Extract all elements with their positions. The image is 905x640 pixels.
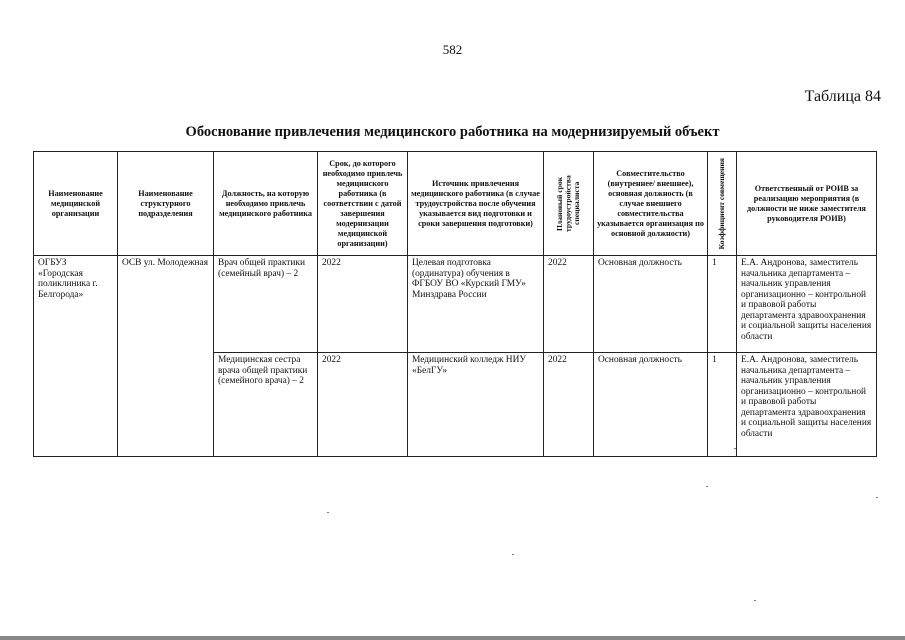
cell-coefficient: 1 (708, 353, 737, 457)
table-label: Таблица 84 (804, 88, 881, 105)
table-row (34, 256, 877, 353)
cell-source: Целевая подготовка (ординатура) обучения в ФГБОУ ВО «Курский ГМУ» Минздрава России (408, 256, 544, 353)
col-header-planned-term-text: Плановый срок трудоустройства специалиста (554, 175, 581, 232)
scan-speck (512, 554, 514, 555)
scan-speck (706, 486, 708, 487)
cell-planned-term: 2022 (544, 256, 594, 353)
cell-source: Медицинский колледж НИУ «БелГУ» (408, 353, 544, 457)
col-header-coefficient-text: Коэффициент совмещения (716, 157, 726, 250)
col-header-responsible: Ответственный от РОИВ за реализацию мероприятия (в должности не ниже заместителя руководителя РОИВ) (737, 152, 877, 256)
cell-position: Медицинская сестра врача общей практики (семейного врача) – 2 (214, 353, 318, 457)
col-header-coefficient (708, 152, 737, 256)
cell-coefficient: 1 (708, 256, 737, 353)
scan-speck (876, 497, 878, 498)
col-header-source: Источник привлечения медицинского работника (в случае трудоустройства после обучения указывается вид подготовки и сроки завершения подготовки) (408, 152, 544, 256)
scan-speck (734, 448, 736, 449)
cell-planned-term: 2022 (544, 353, 594, 457)
scan-speck (327, 512, 329, 513)
page-number: 582 (442, 42, 463, 57)
scan-speck (754, 600, 756, 601)
document-title: Обоснование привлечения медицинского работника на модернизируемый объект (185, 124, 720, 140)
cell-position: Врач общей практики (семейный врач) – 2 (214, 256, 318, 353)
col-header-planned-term (544, 152, 594, 256)
cell-combination: Основная должность (594, 256, 708, 353)
cell-deadline: 2022 (318, 256, 408, 353)
cell-organization: ОГБУЗ «Городская поликлиника г. Белгорода» (34, 256, 118, 457)
col-header-position: Должность, на которую необходимо привлечь медицинского работника (214, 152, 318, 256)
cell-combination: Основная должность (594, 353, 708, 457)
col-header-organization: Наименование медицинской организации (34, 152, 118, 256)
cell-responsible: Е.А. Андронова, заместитель начальника департамента – начальник управления организационно – контрольной и правовой работы департамента здравоохранения и социальной защиты населения области (737, 256, 877, 353)
col-header-deadline: Срок, до которого необходимо привлечь медицинского работника (в соответствии с датой завершения модернизации медицинской организации) (318, 152, 408, 256)
cell-responsible: Е.А. Андронова, заместитель начальника департамента – начальник управления организационно – контрольной и правовой работы департамента здравоохранения и социальной защиты населения области (737, 353, 877, 457)
cell-deadline: 2022 (318, 353, 408, 457)
col-header-combination: Совместительство (внутреннее/ внешнее), основная должность (в случае внешнего совместительства указывается организация по основной должности) (594, 152, 708, 256)
scan-bottom-edge (0, 636, 905, 640)
col-header-department: Наименование структурного подразделения (118, 152, 214, 256)
cell-department: ОСВ ул. Молодежная (118, 256, 214, 457)
header-row (34, 152, 877, 256)
justification-table (33, 151, 877, 457)
